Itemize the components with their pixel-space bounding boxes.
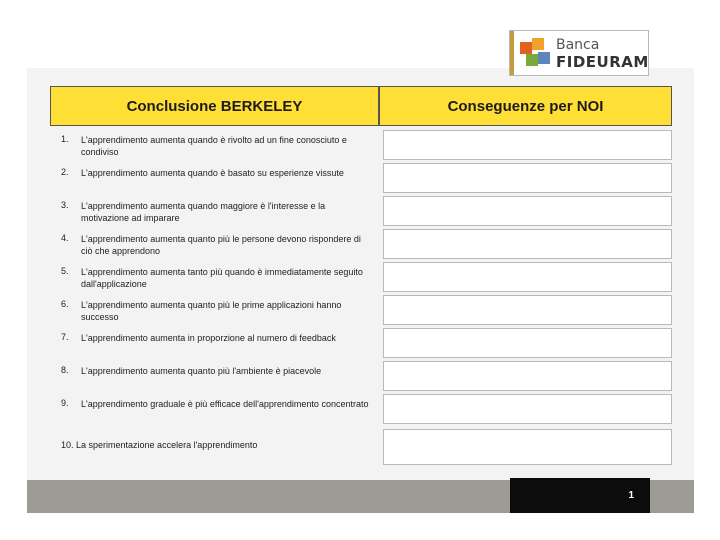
page-number: 1	[628, 490, 634, 501]
header-conseguenze-per-noi: Conseguenze per NOI	[379, 86, 672, 126]
row-text: L'apprendimento graduale è più efficace dell'apprendimento concentrato	[81, 399, 369, 409]
table-row	[50, 161, 380, 194]
row-text: L'apprendimento aumenta quanto più le persone devono rispondere di ciò che apprendono	[81, 234, 361, 256]
table-row	[50, 359, 380, 392]
table-row	[50, 326, 380, 359]
row-text: L'apprendimento aumenta quando è basato su esperienze vissute	[81, 168, 344, 178]
row-number: 6.	[61, 299, 69, 309]
consequence-cell[interactable]	[383, 130, 672, 160]
table-row	[50, 227, 380, 260]
consequence-cell[interactable]	[383, 361, 672, 391]
table-row	[50, 293, 380, 326]
logo-text-banca: Banca	[556, 37, 600, 53]
row-text: L'apprendimento aumenta quanto più l'ambiente è piacevole	[81, 366, 322, 376]
row-text: L'apprendimento aumenta in proporzione al numero di feedback	[81, 333, 336, 343]
row-number: 7.	[61, 332, 69, 342]
logo-accent-bar	[510, 31, 514, 75]
consequence-cell[interactable]	[383, 328, 672, 358]
row-text: L'apprendimento aumenta quando maggiore è l'interesse e la motivazione ad imparare	[81, 201, 326, 223]
table-row	[50, 128, 380, 161]
consequence-cell[interactable]	[383, 394, 672, 424]
table-row	[50, 194, 380, 227]
row-text: L'apprendimento aumenta quando è rivolto ad un fine conosciuto e condiviso	[81, 135, 347, 157]
row-text: 10. La sperimentazione accelera l'apprendimento	[61, 440, 258, 450]
consequence-cell[interactable]	[383, 262, 672, 292]
banca-fideuram-logo	[509, 30, 649, 76]
row-number: 4.	[61, 233, 69, 243]
row-number: 9.	[61, 398, 69, 408]
row-number: 1.	[61, 134, 69, 144]
table-row	[50, 392, 380, 425]
consequence-cell[interactable]	[383, 163, 672, 193]
row-number: 8.	[61, 365, 69, 375]
row-number: 5.	[61, 266, 69, 276]
row-number: 3.	[61, 200, 69, 210]
page-number-box	[510, 478, 650, 513]
row-text: L'apprendimento aumenta tanto più quando è immediatamente seguito dall'applicazione	[81, 267, 363, 289]
logo-text-fideuram: FIDEURAM	[556, 53, 649, 71]
fideuram-logo-icon	[520, 38, 550, 70]
header-conclusione-berkeley: Conclusione BERKELEY	[50, 86, 379, 126]
consequence-cell[interactable]	[383, 429, 672, 465]
row-text: L'apprendimento aumenta quanto più le prime applicazioni hanno successo	[81, 300, 342, 322]
table-row	[50, 433, 380, 466]
consequence-cell[interactable]	[383, 196, 672, 226]
row-number: 2.	[61, 167, 69, 177]
table-row	[50, 260, 380, 293]
consequence-cell[interactable]	[383, 295, 672, 325]
consequence-cell[interactable]	[383, 229, 672, 259]
